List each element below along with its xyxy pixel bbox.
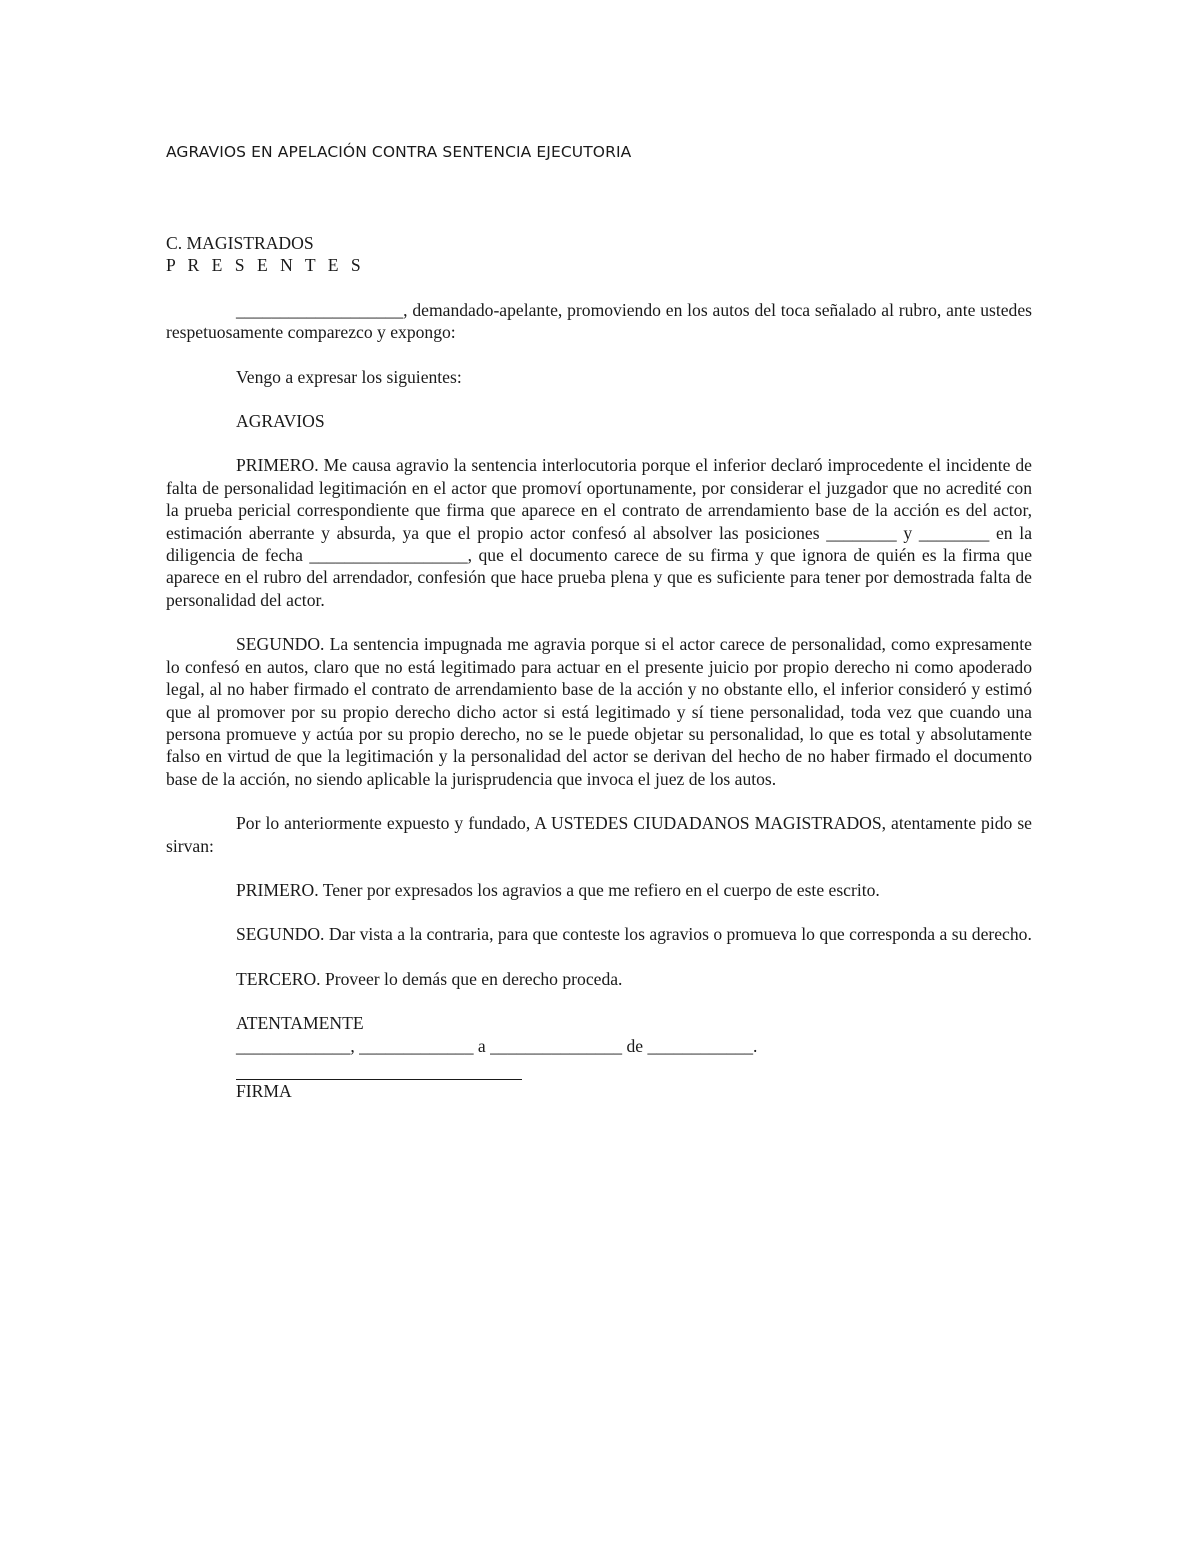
agravio-primero-paragraph: PRIMERO. Me causa agravio la sentencia interlocutoria porque el inferior declaró improcedente el incidente de falta de personalidad legitimación en el actor que promoví oportunamente, por considerar el juzgador que no acredité con la prueba pericial correspondiente que firma que aparece en el contrato de arrendamiento base de la acción es del actor, estimación aberrante y absurda, ya que el propio actor confesó al absolver las posiciones ________ y ________ en la diligencia de fecha __________________, que el documento carece de su firma y que ignora de quién es la firma que aparece en el rubro del arrendador, confesión que hace prueba plena y que es suficiente para tener por demostrada falta de personalidad del actor. (166, 455, 1032, 610)
signature-label: FIRMA (236, 1080, 292, 1101)
petition-intro-paragraph: Por lo anteriormente expuesto y fundado, A USTEDES CIUDADANOS MAGISTRADOS, atentamente pido se sirvan: (166, 813, 1032, 856)
petition-primero-paragraph: PRIMERO. Tener por expresados los agravios a que me refiero en el cuerpo de este escrito. (236, 879, 880, 900)
petition-segundo-paragraph: SEGUNDO. Dar vista a la contraria, para que conteste los agravios o promueva lo que corresponda a su derecho. (236, 924, 1032, 945)
place-date-line: _____________, _____________ a _______________ de ____________. (236, 1035, 758, 1056)
petition-tercero-paragraph: TERCERO. Proveer lo demás que en derecho proceda. (236, 968, 623, 989)
section-heading: AGRAVIOS (236, 411, 325, 432)
document-body (166, 210, 1032, 1102)
closing-block (236, 1012, 1032, 1057)
closing-text: ATENTAMENTE (236, 1013, 364, 1034)
addressee-line-2: P R E S E N T E S (166, 255, 365, 276)
lead-in-paragraph: Vengo a expresar los siguientes: (236, 366, 462, 387)
document-title: AGRAVIOS EN APELACIÓN CONTRA SENTENCIA EJECUTORIA (166, 143, 632, 161)
addressee-line-1: C. MAGISTRADOS (166, 233, 314, 253)
intro-paragraph: ___________________, demandado-apelante, promoviendo en los autos del toca señalado al rubro, ante ustedes respetuosamente comparezco y expongo: (166, 299, 1032, 343)
signature-line (236, 1057, 522, 1080)
agravio-segundo-paragraph: SEGUNDO. La sentencia impugnada me agravia porque si el actor carece de personalidad, como expresamente lo confesó en autos, claro que no está legitimado para actuar en el presente juicio por propio derecho ni como apoderado legal, al no haber firmado el contrato de arrendamiento base de la acción y no obstante ello, el inferior consideró y estimó que al promover por su propio derecho dicho actor si está legitimado y sí tiene personalidad, toda vez que cuando una persona promueve y actúa por su propio derecho, no se le puede objetar su personalidad, lo que es total y absolutamente falso en virtud de que la legitimación y la personalidad del actor se derivan del hecho de no haber firmado el documento base de la acción, no siendo aplicable la jurisprudencia que invoca el juez de los autos. (166, 634, 1032, 789)
